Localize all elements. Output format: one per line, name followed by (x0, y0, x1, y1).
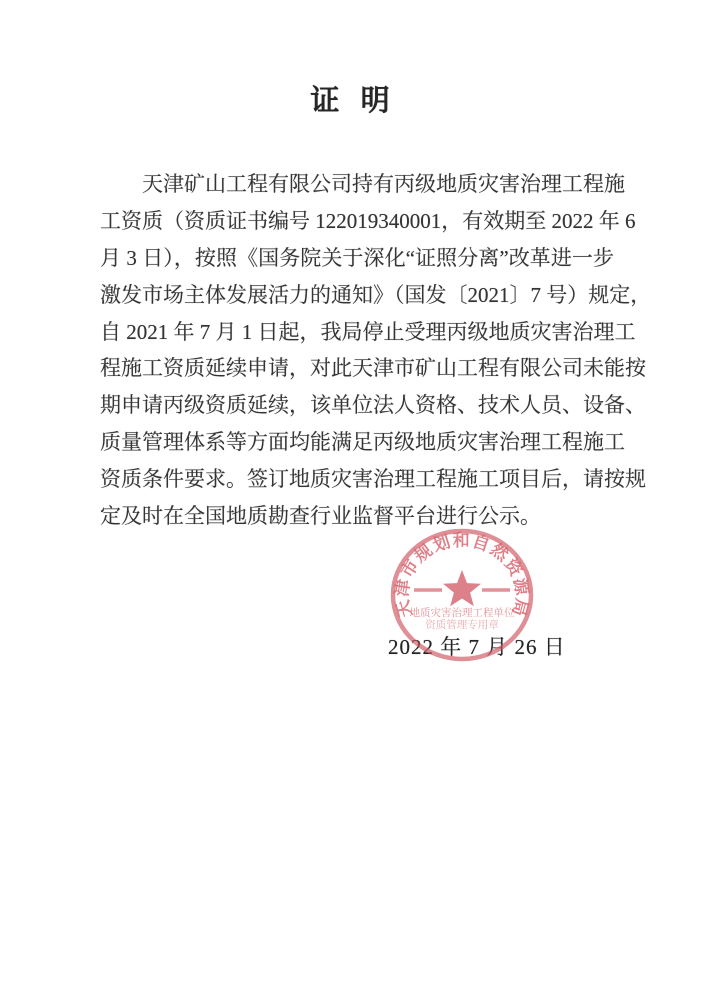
body-line: 激发市场主体发展活力的通知》（国发〔2021〕7 号）规定， (100, 282, 652, 307)
seal-arc-text: 天津市规划和自然资源局 (392, 530, 532, 620)
body-paragraph (100, 166, 652, 535)
document-title: 证 明 (310, 85, 397, 117)
body-line: 质量管理体系等方面均能满足丙级地质灾害治理工程施工 (100, 430, 625, 455)
seal-inner-line2: 资质管理专用章 (425, 620, 499, 631)
body-line: 天津矿山工程有限公司持有丙级地质灾害治理工程施 (142, 172, 625, 196)
body-line: 工资质（资质证书编号 122019340001，有效期至 2022 年 6 (100, 208, 636, 233)
seal-inner-line1: 地质灾害治理工程单位 (409, 608, 515, 619)
seal-star-icon (443, 570, 481, 606)
issue-date: 2022 年 7 月 26 日 (388, 635, 566, 659)
body-line: 月 3 日），按照《国务院关于深化“证照分离”改革进一步 (100, 245, 614, 270)
body-line: 程施工资质延续申请，对此天津市矿山工程有限公司未能按 (100, 356, 646, 381)
body-line: 定及时在全国地质勘查行业监督平台进行公示。 (100, 504, 541, 529)
body-line: 自 2021 年 7 月 1 日起，我局停止受理丙级地质灾害治理工 (100, 319, 636, 344)
body-line: 期申请丙级资质延续，该单位法人资格、技术人员、设备、 (100, 393, 646, 418)
body-line: 资质条件要求。签订地质灾害治理工程施工项目后，请按规 (100, 467, 646, 492)
seal-arc-text-holder (391, 531, 532, 620)
